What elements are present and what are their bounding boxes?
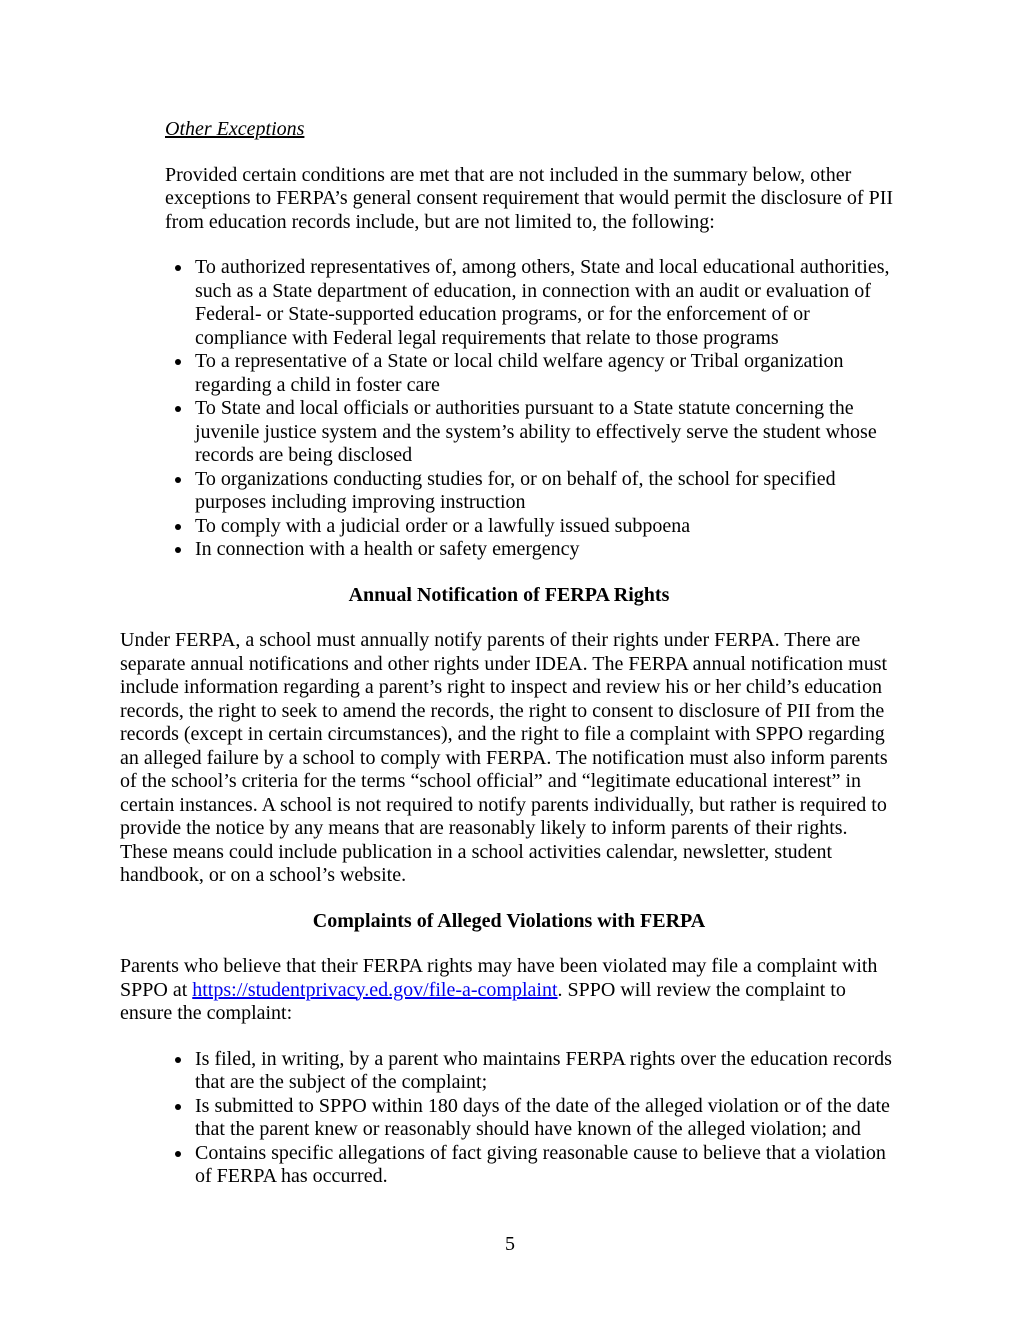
bullet-item: • To comply with a judicial order or a lawfully issued subpoena	[193, 515, 898, 539]
section-heading-annual-notification: Annual Notification of FERPA Rights	[348, 583, 670, 606]
bullet-item: • Is submitted to SPPO within 180 days of the date of the alleged violation or of the date that the parent knew or reasonably should have known of the alleged violation; and	[193, 1095, 898, 1142]
bullet-item: • To authorized representatives of, among others, State and local educational authorities, such as a State department of education, in connection with an audit or evaluation of Federal- or State-supported education programs, or for the enforcement of or compliance with Federal legal requirements that relate to those programs	[193, 256, 898, 350]
complaints-intro-after-link: . SPPO will review the complaint to ensure the complaint:	[120, 978, 846, 1024]
page-number: 5	[505, 1233, 515, 1255]
file-a-complaint-link[interactable]: https://studentprivacy.ed.gov/file-a-complaint	[192, 978, 558, 1001]
other-exceptions-intro-paragraph: Provided certain conditions are met that are not included in the summary below, other exceptions to FERPA’s general consent requirement that would permit the disclosure of PII from education records include, but are not limited to, the following:	[165, 163, 894, 233]
complaint-criteria-bullet-list	[120, 1048, 898, 1189]
bullet-item: • In connection with a health or safety emergency	[193, 538, 898, 562]
bullet-item: • To a representative of a State or local child welfare agency or Tribal organization regarding a child in foster care	[193, 350, 898, 397]
bullet-item: • To State and local officials or authorities pursuant to a State statute concerning the juvenile justice system and the system’s ability to effectively serve the student whose records are being disclosed	[193, 397, 898, 468]
annual-notification-paragraph: Under FERPA, a school must annually notify parents of their rights under FERPA. There are separate annual notifications and other rights under IDEA. The FERPA annual notification must include information regarding a parent’s right to inspect and review his or her child’s education records, the right to seek to amend the records, the right to consent to disclosure of PII from the records (except in certain circumstances), and the right to file a complaint with SPPO regarding an alleged failure by a school to comply with FERPA. The notification must also inform parents of the school’s criteria for the terms “school official” and “legitimate educational interest” in certain instances. A school is not required to notify parents individually, but rather is required to provide the notice by any means that are reasonably likely to inform parents of their rights. These means could include publication in a school activities calendar, newsletter, student handbook, or on a school’s website.	[120, 629, 888, 886]
exceptions-bullet-list	[120, 256, 898, 562]
section-heading-complaints: Complaints of Alleged Violations with FERPA	[312, 909, 706, 932]
section-heading-other-exceptions: Other Exceptions	[165, 118, 305, 140]
document-content	[120, 118, 898, 1211]
bullet-item: • To organizations conducting studies for, or on behalf of, the school for specified purposes including improving instruction	[193, 468, 898, 515]
bullet-item: • Contains specific allegations of fact giving reasonable cause to believe that a violation of FERPA has occurred.	[193, 1142, 898, 1189]
complaints-intro-paragraph	[120, 955, 898, 1026]
complaints-intro-before-link: Parents who believe that their FERPA rights may have been violated may file a complaint with SPPO at	[120, 955, 878, 1001]
bullet-item: • Is filed, in writing, by a parent who maintains FERPA rights over the education records that are the subject of the complaint;	[193, 1048, 898, 1095]
